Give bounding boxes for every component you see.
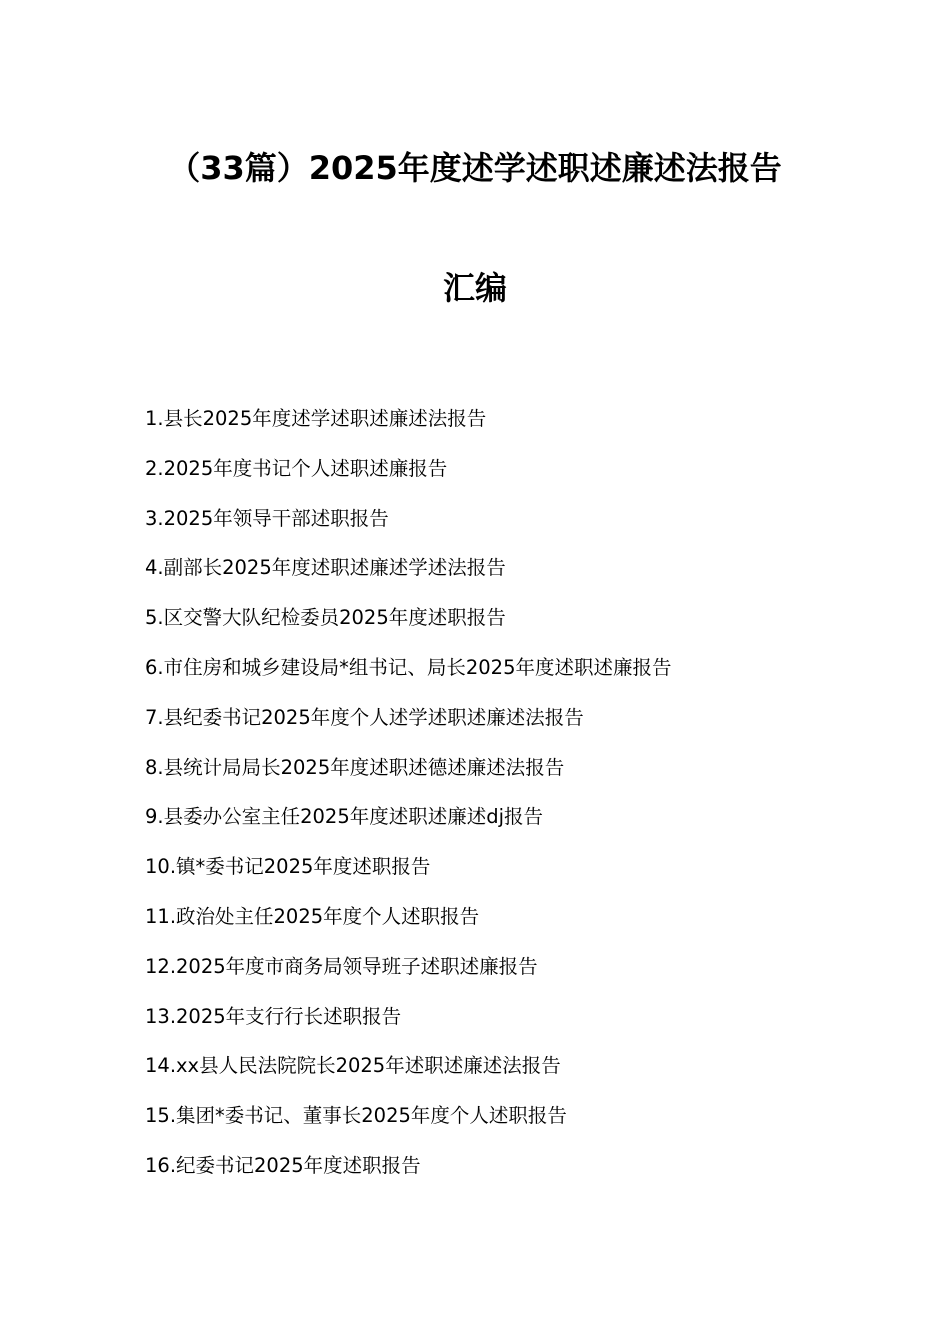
toc-item: 6.市住房和城乡建设局*组书记、局长2025年度述职述廉报告 (145, 655, 672, 679)
document-title: （33篇）2025年度述学述职述廉述法报告 (168, 149, 782, 187)
toc-item: 4.副部长2025年度述职述廉述学述法报告 (145, 556, 506, 580)
toc-item: 8.县统计局局长2025年度述职述德述廉述法报告 (145, 755, 565, 779)
toc-item: 13.2025年支行行长述职报告 (145, 1004, 402, 1028)
toc-item: 14.xx县人民法院院长2025年述职述廉述法报告 (145, 1054, 561, 1078)
toc-item: 9.县委办公室主任2025年度述职述廉述dj报告 (145, 805, 544, 829)
toc-item: 16.纪委书记2025年度述职报告 (145, 1153, 421, 1177)
toc-item: 2.2025年度书记个人述职述廉报告 (145, 456, 448, 480)
toc-item: 15.集团*委书记、董事长2025年度个人述职报告 (145, 1104, 567, 1128)
toc-item: 7.县纪委书记2025年度个人述学述职述廉述法报告 (145, 705, 584, 729)
toc-item: 10.镇*委书记2025年度述职报告 (145, 855, 431, 879)
table-of-contents (145, 403, 905, 1200)
toc-item: 1.县长2025年度述学述职述廉述法报告 (145, 407, 487, 430)
toc-item: 5.区交警大队纪检委员2025年度述职报告 (145, 606, 506, 630)
toc-item: 11.政治处主任2025年度个人述职报告 (145, 904, 480, 928)
document-title-continued: 汇编 (442, 269, 507, 307)
toc-item: 3.2025年领导干部述职报告 (145, 506, 389, 530)
toc-item: 12.2025年度市商务局领导班子述职述廉报告 (145, 954, 538, 978)
